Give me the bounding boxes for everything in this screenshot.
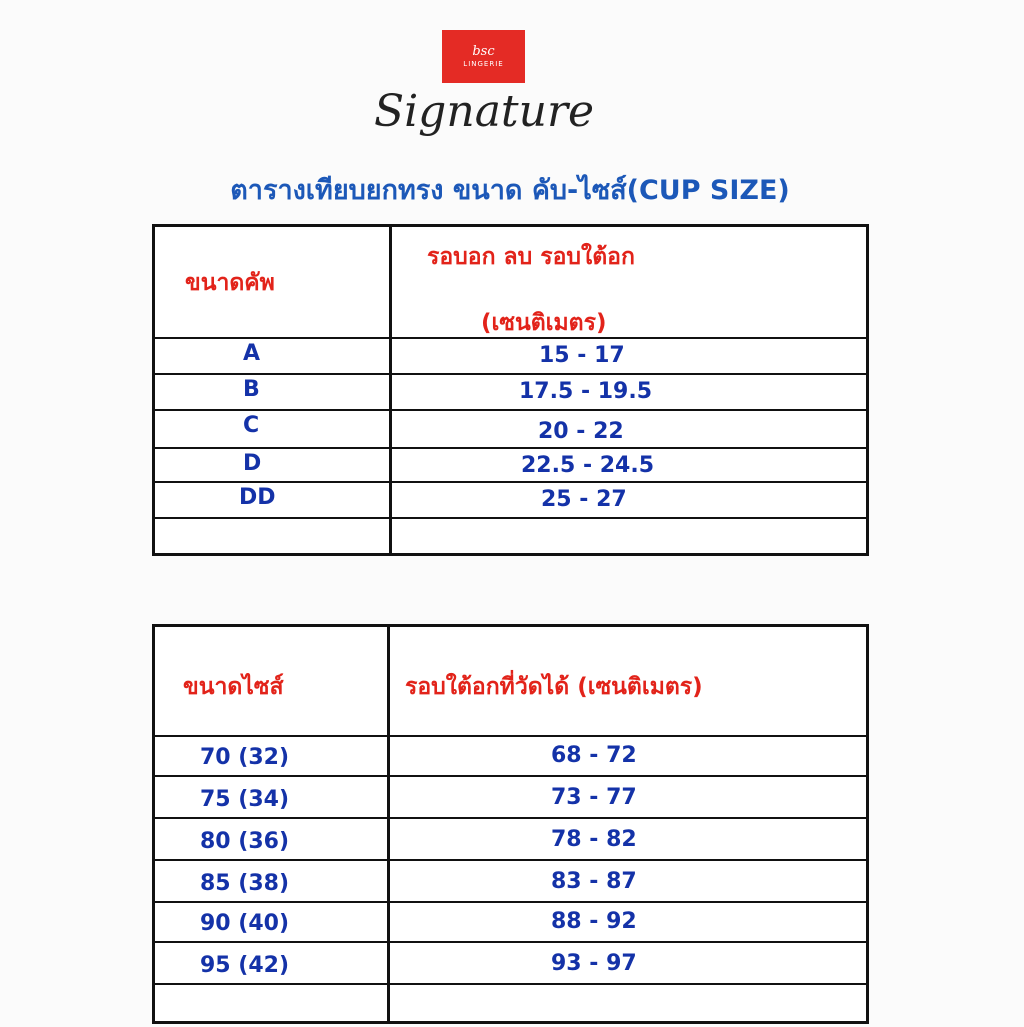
table-row [155, 775, 866, 817]
cup-label: D [243, 451, 262, 476]
cup-size-table [152, 224, 869, 556]
size-label: 85 (38) [200, 871, 289, 896]
cup-range: 20 - 22 [538, 419, 624, 444]
size-label: 70 (32) [200, 745, 289, 770]
table-row [155, 941, 866, 983]
size-label: 80 (36) [200, 829, 289, 854]
size-header-right: รอบใต้อกที่วัดได้ (เซนติเมตร) [405, 674, 703, 700]
cup-label: A [243, 341, 261, 366]
logo-brand-text: bsc [472, 43, 495, 59]
size-range: 88 - 92 [551, 909, 637, 934]
size-range: 83 - 87 [551, 869, 637, 894]
size-range: 73 - 77 [551, 785, 637, 810]
size-range: 78 - 82 [551, 827, 637, 852]
size-header-left: ขนาดไซส์ [183, 674, 284, 700]
table-row [155, 409, 866, 447]
logo-sub-text: LINGERIE [463, 59, 504, 68]
brand-logo [442, 30, 525, 83]
size-label: 90 (40) [200, 911, 289, 936]
table-row [155, 901, 866, 941]
cup-header-right-line1: รอบอก ลบ รอบใต้อก [427, 244, 635, 270]
cup-header-left: ขนาดคัพ [185, 270, 275, 296]
size-range: 93 - 97 [551, 951, 637, 976]
table-row [155, 373, 866, 409]
table-row [155, 447, 866, 481]
cup-label: B [243, 377, 260, 402]
cup-range: 17.5 - 19.5 [519, 379, 653, 404]
table-row [155, 983, 866, 1027]
cup-header-right-line2: (เซนติเมตร) [481, 310, 607, 336]
cup-range: 25 - 27 [541, 487, 627, 512]
cup-range: 22.5 - 24.5 [521, 453, 655, 478]
table-row [155, 337, 866, 373]
cup-label: DD [239, 485, 276, 510]
size-label: 75 (34) [200, 787, 289, 812]
size-range: 68 - 72 [551, 743, 637, 768]
page-title: ตารางเทียบยกทรง ขนาด คับ-ไซส์(CUP SIZE) [230, 175, 790, 206]
cup-label: C [243, 413, 260, 438]
signature-wordmark: Signature [373, 86, 595, 137]
table-row [155, 517, 866, 556]
size-label: 95 (42) [200, 953, 289, 978]
band-size-table [152, 624, 869, 1024]
cup-range: 15 - 17 [539, 343, 625, 368]
table-row [155, 817, 866, 859]
table-row [155, 735, 866, 775]
table-row [155, 481, 866, 517]
table-row [155, 859, 866, 901]
